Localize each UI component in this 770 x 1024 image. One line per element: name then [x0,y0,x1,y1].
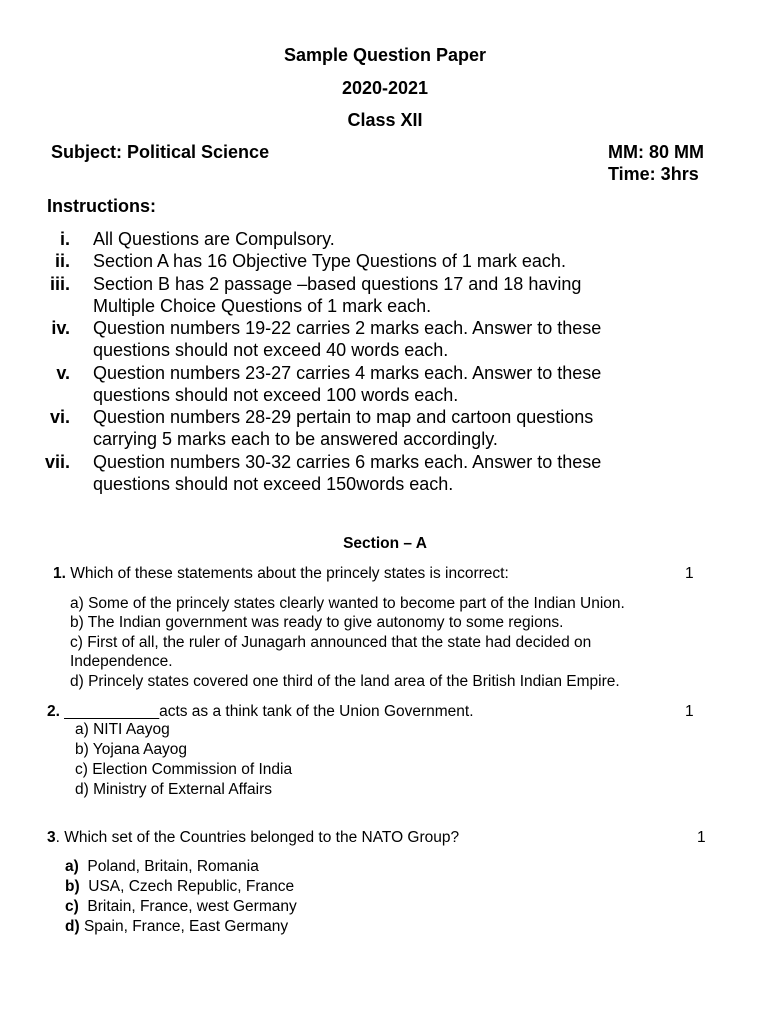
paper-title: Sample Question Paper [283,45,487,65]
instruction-text: Multiple Choice Questions of 1 mark each. [93,296,432,316]
q3-option-c [65,898,297,916]
q2-option-b: b) Yojana Aayog [75,741,188,758]
instruction-number: v. [56,363,70,383]
max-marks: MM: 80 MM [608,142,704,162]
instruction-text: All Questions are Compulsory. [93,229,335,249]
instructions-heading: Instructions: [47,196,157,216]
time-allowed: Time: 3hrs [608,164,699,184]
option-label: d) [65,918,80,935]
question-text: . Which set of the Countries belonged to the NATO Group? [55,829,460,846]
question-3-marks: 1 [697,829,706,846]
q3-option-a [65,858,259,876]
option-label: a) [65,858,79,875]
instruction-number: ii. [54,251,70,271]
option-label: b) [65,878,80,895]
instruction-text: questions should not exceed 40 words each. [93,340,449,360]
question-number: 1. [53,565,66,582]
question-text: Which of these statements about the princely states is incorrect: [65,565,509,582]
q1-option-d: d) Princely states covered one third of the land area of the British Indian Empire. [70,673,620,690]
question-2 [47,703,474,721]
instruction-number: iii. [49,274,70,294]
q3-option-b [65,878,294,896]
q2-option-a: a) NITI Aayog [75,721,170,738]
q2-option-d: d) Ministry of External Affairs [75,781,272,798]
instruction-number: vii. [44,452,70,472]
question-number: 2. [47,703,60,720]
option-text: Spain, France, East Germany [79,918,289,935]
instruction-number: i. [59,229,70,249]
instruction-text: questions should not exceed 100 words each. [93,385,459,405]
question-text: ___________acts as a think tank of the Union Government. [59,703,474,720]
instruction-number: vi. [49,407,70,427]
q3-option-d [65,918,288,936]
instruction-text: questions should not exceed 150words each. [93,474,454,494]
question-2-marks: 1 [685,703,694,720]
subject-label: Subject: Political Science [51,142,270,162]
q1-option-a: a) Some of the princely states clearly wanted to become part of the Indian Union. [70,595,625,612]
instruction-text: Question numbers 19-22 carries 2 marks each. Answer to these [93,318,602,338]
question-1 [53,565,509,583]
instruction-text: Question numbers 28-29 pertain to map and cartoon questions [93,407,594,427]
instruction-text: Section B has 2 passage –based questions 17 and 18 having [93,274,582,294]
instruction-text: Question numbers 30-32 carries 6 marks each. Answer to these [93,452,602,472]
q2-option-c: c) Election Commission of India [75,761,293,778]
question-number: 3 [47,829,56,846]
question-3 [47,829,459,847]
instruction-number: iv. [51,318,70,338]
q1-option-c: c) First of all, the ruler of Junagarh announced that the state had decided on [70,634,592,651]
option-text: Britain, France, west Germany [78,898,297,915]
paper-class: Class XII [347,110,423,130]
q1-option-b: b) The Indian government was ready to give autonomy to some regions. [70,614,564,631]
section-a-heading: Section – A [343,535,427,552]
instruction-text: Section A has 16 Objective Type Questions of 1 mark each. [93,251,566,271]
instruction-text: carrying 5 marks each to be answered accordingly. [93,429,498,449]
instruction-text: Question numbers 23-27 carries 4 marks each. Answer to these [93,363,602,383]
question-1-marks: 1 [685,565,694,582]
option-label: c) [65,898,79,915]
option-text: USA, Czech Republic, France [79,878,295,895]
paper-year: 2020-2021 [341,78,429,98]
q1-option-c-cont: Independence. [70,653,173,670]
option-text: Poland, Britain, Romania [78,858,259,875]
